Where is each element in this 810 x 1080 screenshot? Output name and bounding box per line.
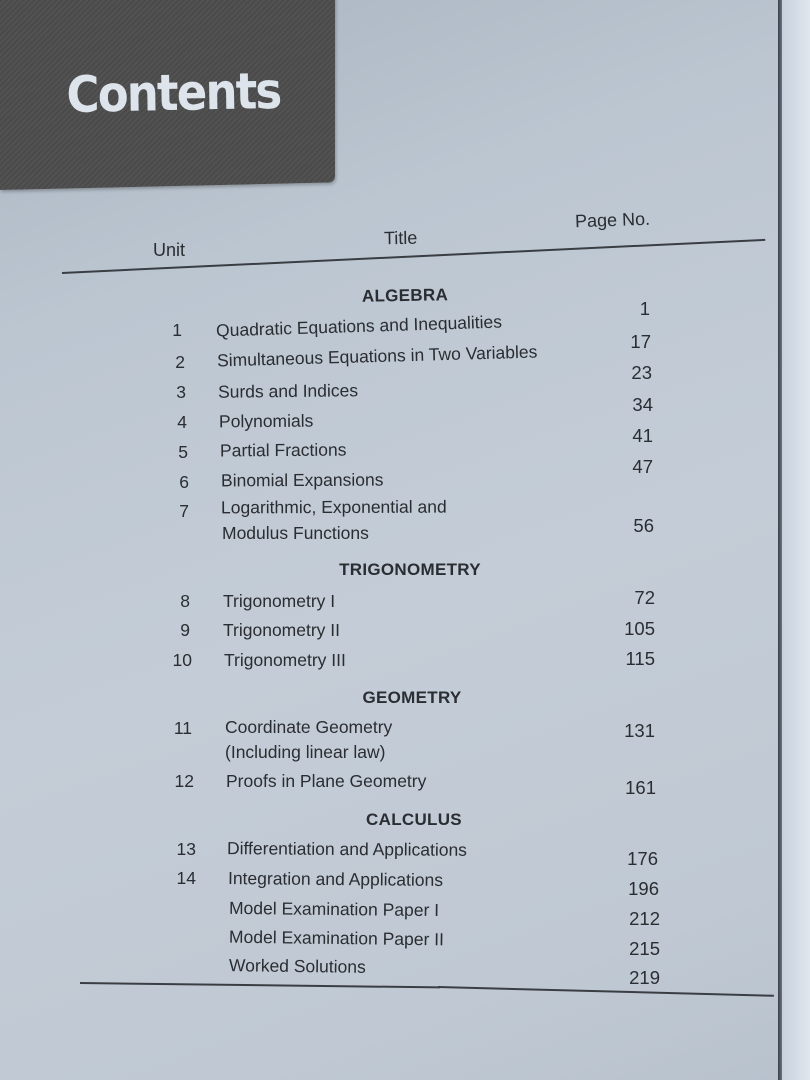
entry-page: 34 bbox=[632, 394, 653, 415]
entry-title: Partial Fractions bbox=[219, 439, 347, 461]
entry-page: 105 bbox=[624, 618, 655, 639]
entry-page: 131 bbox=[624, 720, 655, 741]
entry-title: Binomial Expansions bbox=[220, 469, 384, 491]
entry-title: Integration and Applications bbox=[227, 868, 444, 890]
entry-unit: 7 bbox=[179, 501, 189, 521]
adjacent-page-strip bbox=[782, 0, 810, 1080]
entry-page: 212 bbox=[629, 908, 660, 929]
entry-page: 115 bbox=[625, 648, 655, 669]
entry-unit: 13 bbox=[176, 839, 196, 859]
section-heading-geometry: GEOMETRY bbox=[362, 688, 462, 707]
entry-unit: 1 bbox=[172, 320, 182, 340]
entry-unit: 10 bbox=[172, 650, 192, 670]
entry-title: Trigonometry I bbox=[223, 591, 336, 611]
entry-page: 215 bbox=[629, 938, 660, 959]
section-heading-algebra: ALGEBRA bbox=[361, 285, 449, 306]
entry-title: Polynomials bbox=[218, 410, 314, 432]
entry-page: 219 bbox=[629, 967, 660, 988]
footer-divider bbox=[80, 982, 440, 988]
entry-page: 41 bbox=[632, 425, 653, 446]
entry-unit: 2 bbox=[175, 352, 185, 372]
entry-unit: 4 bbox=[177, 412, 187, 432]
entry-title: Worked Solutions bbox=[228, 955, 366, 977]
entry-title: Surds and Indices bbox=[217, 380, 359, 402]
section-heading-trigonometry: TRIGONOMETRY bbox=[339, 560, 481, 579]
column-header-title: Title bbox=[383, 227, 418, 249]
entry-unit: 9 bbox=[180, 620, 190, 640]
entry-unit: 12 bbox=[174, 771, 194, 791]
entry-title: Trigonometry III bbox=[224, 650, 346, 670]
entry-title-continued: Modulus Functions bbox=[222, 523, 369, 543]
entry-title: Quadratic Equations and Inequalities bbox=[215, 311, 503, 341]
column-header-page: Page No. bbox=[574, 208, 651, 232]
entry-page: 176 bbox=[627, 848, 658, 869]
entry-unit: 11 bbox=[173, 718, 192, 738]
entry-title: Logarithmic, Exponential and bbox=[220, 496, 447, 518]
entry-page: 17 bbox=[630, 331, 651, 352]
entry-page: 161 bbox=[625, 777, 656, 798]
column-header-unit: Unit bbox=[153, 240, 186, 260]
entry-title: Differentiation and Applications bbox=[226, 838, 468, 860]
entry-title-continued: (Including linear law) bbox=[225, 742, 386, 762]
entry-unit: 3 bbox=[176, 382, 186, 402]
entry-unit: 8 bbox=[180, 591, 190, 611]
entry-page: 1 bbox=[639, 298, 650, 319]
entry-page: 47 bbox=[632, 456, 653, 477]
entry-title: Model Examination Paper I bbox=[228, 897, 440, 921]
entry-title: Trigonometry II bbox=[223, 620, 341, 640]
entry-unit: 14 bbox=[176, 868, 196, 888]
entry-title: Simultaneous Equations in Two Variables bbox=[216, 341, 538, 371]
page-title: Contents bbox=[66, 61, 281, 124]
entry-page: 196 bbox=[628, 878, 659, 899]
entry-title: Model Examination Paper II bbox=[228, 926, 445, 950]
entry-page: 56 bbox=[633, 515, 654, 536]
entry-title: Coordinate Geometry bbox=[225, 717, 393, 737]
entry-title: Proofs in Plane Geometry bbox=[226, 771, 427, 791]
entry-page: 23 bbox=[631, 362, 652, 383]
section-heading-calculus: CALCULUS bbox=[366, 810, 462, 829]
entry-page: 72 bbox=[634, 587, 655, 608]
entry-unit: 5 bbox=[178, 442, 188, 462]
entry-unit: 6 bbox=[179, 472, 189, 492]
